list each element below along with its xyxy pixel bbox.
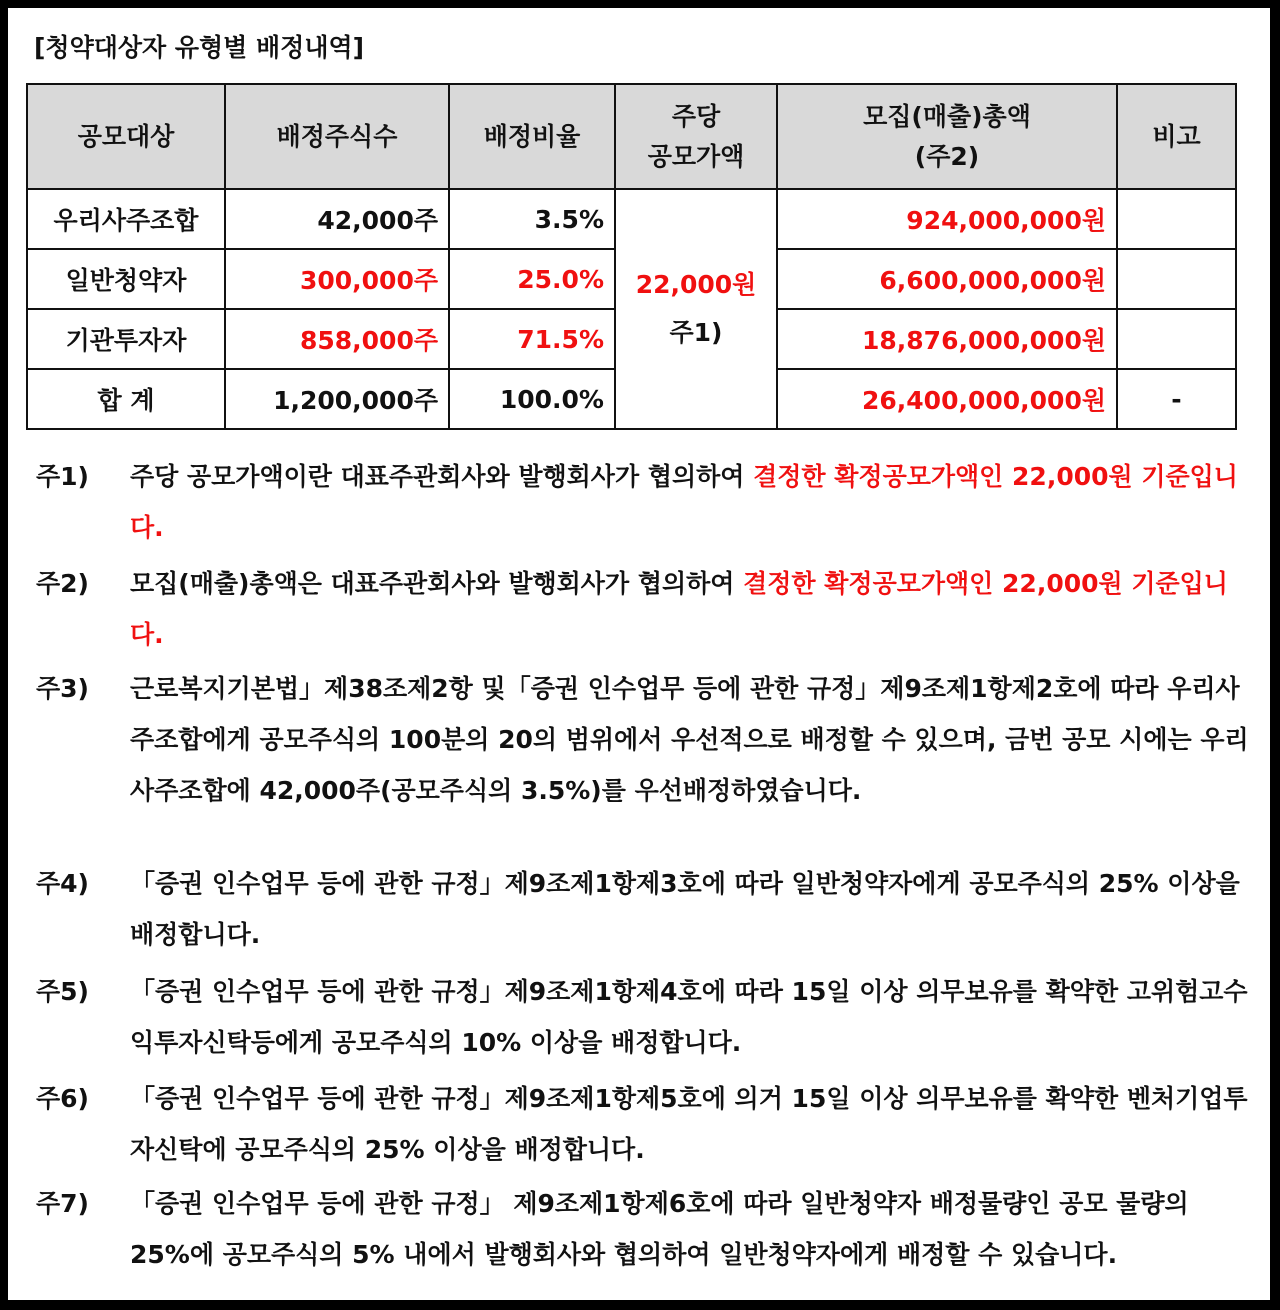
- cell-shares: 858,000주: [225, 309, 449, 369]
- footnote-label: 주4): [36, 869, 89, 898]
- cell-ratio: 100.0%: [449, 369, 615, 429]
- header-price: [615, 84, 777, 189]
- footnote-text: 「증권 인수업무 등에 관한 규정」제9조제1항제3호에 따라 일반청약자에게 공모주식의 25% 이상을 배정합니다.: [130, 869, 1240, 949]
- cell-target: 기관투자자: [27, 309, 225, 369]
- cell-target: 우리사주조합: [27, 189, 225, 249]
- price-value: 22,000원: [635, 270, 757, 299]
- cell-target: 일반청약자: [27, 249, 225, 309]
- footnote-label: 주6): [36, 1084, 89, 1113]
- cell-ratio: 25.0%: [449, 249, 615, 309]
- cell-amount: 6,600,000,000원: [777, 249, 1117, 309]
- header-row: [27, 84, 1236, 189]
- footnote-text-red: 결정한 확정공모가액인 22,000원 기준입니다.: [130, 569, 1228, 649]
- cell-shares: 300,000주: [225, 249, 449, 309]
- footnote-label: 주1): [36, 462, 89, 491]
- header-price-line1: 주당: [671, 101, 721, 131]
- price-note: 주1): [669, 318, 723, 347]
- cell-shares: 1,200,000주: [225, 369, 449, 429]
- footnote-text-red: 결정한 확정공모가액인 22,000원 기준입니다.: [130, 462, 1238, 542]
- footnote-text: [130, 558, 1250, 660]
- footnote-text: 「증권 인수업무 등에 관한 규정」 제9조제1항제6호에 따라 일반청약자 배정물량인 공모 물량의 25%에 공모주식의 5% 내에서 발행회사와 협의하여 일반청약자에게 배정할 수 있습니다.: [130, 1189, 1189, 1269]
- footnote-label: 주2): [36, 569, 89, 598]
- header-shares: 배정주식수: [225, 84, 449, 189]
- cell-amount: 924,000,000원: [777, 189, 1117, 249]
- header-amount-line2: (주2): [914, 141, 980, 171]
- cell-price: [615, 189, 777, 429]
- cell-amount: 18,876,000,000원: [777, 309, 1117, 369]
- header-amount-line1: 모집(매출)총액: [863, 101, 1031, 131]
- footnote-text-black: 주당 공모가액이란 대표주관회사와 발행회사가 협의하여: [130, 462, 754, 491]
- allocation-table: [26, 83, 1237, 430]
- cell-note: [1117, 189, 1236, 249]
- footnote-label: 주7): [36, 1189, 89, 1218]
- cell-note: -: [1117, 369, 1236, 429]
- cell-shares: 42,000주: [225, 189, 449, 249]
- header-amount: [777, 84, 1117, 189]
- section-title: [청약대상자 유형별 배정내역]: [34, 33, 365, 62]
- footnote-label: 주5): [36, 977, 89, 1006]
- table-row: [27, 189, 1236, 249]
- cell-ratio: 71.5%: [449, 309, 615, 369]
- footnote-text: 「증권 인수업무 등에 관한 규정」제9조제1항제5호에 의거 15일 이상 의무보유를 확약한 벤처기업투자신탁에 공모주식의 25% 이상을 배정합니다.: [130, 1084, 1248, 1164]
- footnote-text: 근로복지기본법」제38조제2항 및「증권 인수업무 등에 관한 규정」제9조제1항제2호에 따라 우리사주조합에게 공모주식의 100분의 20의 범위에서 우선적으로 배정할 수 있으며, 금번 공모 시에는 우리사주조합에 42,000주(공모주식의 3.5%)를 우선배정하였습니다.: [130, 674, 1249, 805]
- header-ratio: 배정비율: [449, 84, 615, 189]
- cell-ratio: 3.5%: [449, 189, 615, 249]
- cell-note: [1117, 309, 1236, 369]
- document-page: [8, 8, 1270, 1300]
- header-price-line2: 공모가액: [647, 141, 745, 171]
- cell-note: [1117, 249, 1236, 309]
- footnote-text-black: 모집(매출)총액은 대표주관회사와 발행회사가 협의하여: [130, 569, 744, 598]
- footnote-text: [130, 451, 1250, 553]
- header-note: 비고: [1117, 84, 1236, 189]
- footnote-text: 「증권 인수업무 등에 관한 규정」제9조제1항제4호에 따라 15일 이상 의무보유를 확약한 고위험고수익투자신탁등에게 공모주식의 10% 이상을 배정합니다.: [130, 977, 1248, 1057]
- footnote-label: 주3): [36, 674, 89, 703]
- cell-target: 합 계: [27, 369, 225, 429]
- header-target: 공모대상: [27, 84, 225, 189]
- cell-amount: 26,400,000,000원: [777, 369, 1117, 429]
